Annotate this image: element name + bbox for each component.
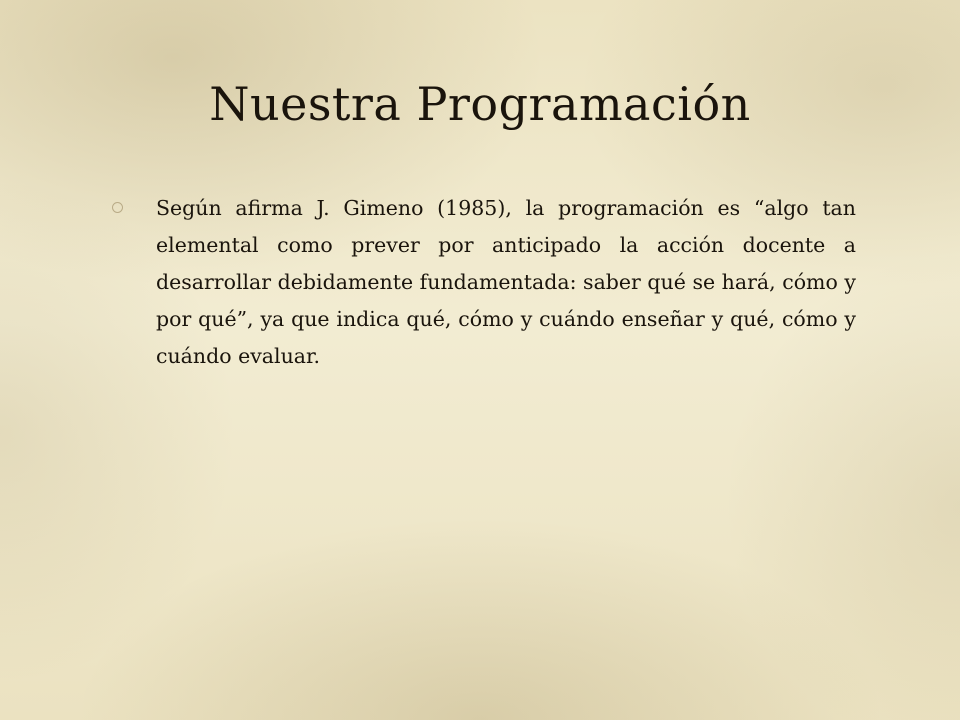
bullet-text: Según afirma J. Gimeno (1985), la programación es “algo tan elemental como prever por anticipado la acción docente a desarrollar debidamente fundamentada: saber qué se hará, cómo y por qué”, ya que indica qué, cómo y cuándo enseñar y qué, cómo y cuándo evaluar. bbox=[156, 196, 856, 368]
bullet-item bbox=[110, 190, 856, 375]
slide-title: Nuestra Programación bbox=[209, 77, 751, 131]
bullet-list bbox=[110, 190, 856, 375]
hollow-circle-bullet-icon bbox=[112, 202, 123, 213]
